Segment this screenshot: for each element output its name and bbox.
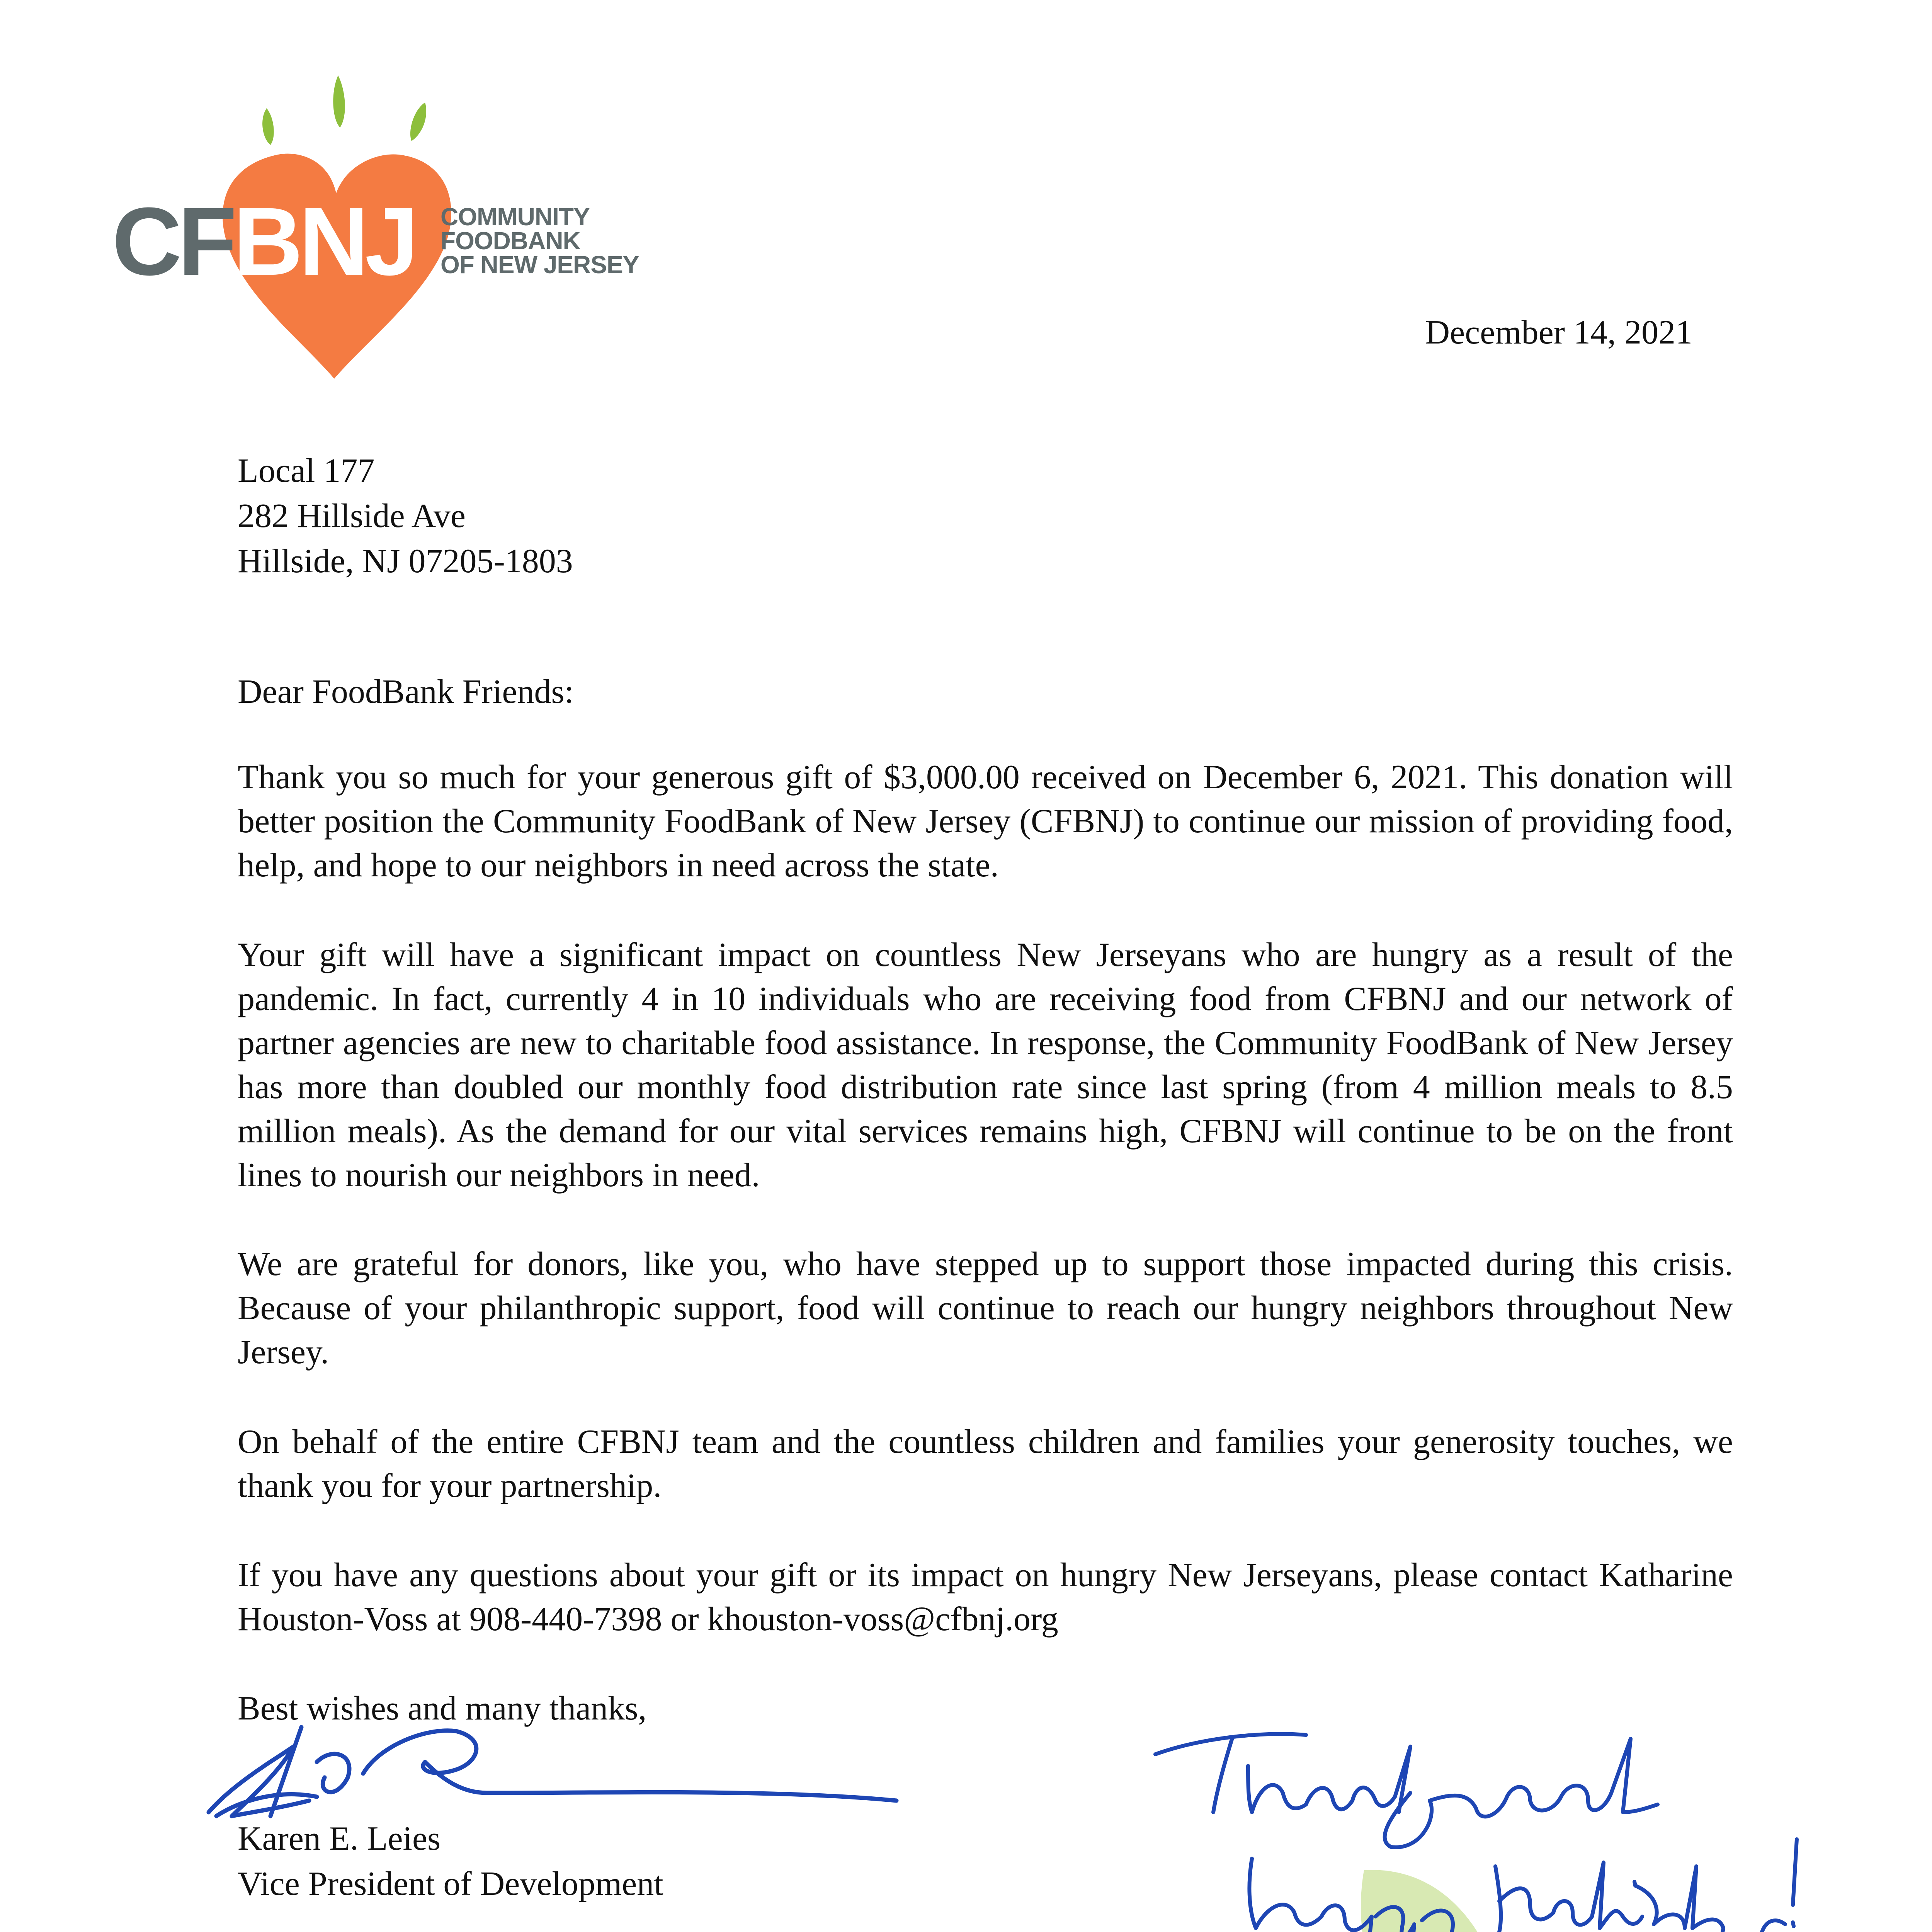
closing: Best wishes and many thanks, xyxy=(238,1690,647,1727)
signer-title: Vice President of Development xyxy=(238,1865,663,1903)
logo-abbreviation: CFBNJ xyxy=(112,187,415,295)
logo-line: COMMUNITY xyxy=(440,203,590,231)
body-paragraph: We are grateful for donors, like you, who have stepped up to support those impacted during this crisis. Because of your philanthropic support, food will continue to reach our hungry neighbors throughout New Jersey. xyxy=(238,1245,1733,1371)
body-paragraph: Thank you so much for your generous gift of $3,000.00 received on December 6, 2021. This donation will better position the Community FoodBank of New Jersey (CFBNJ) to continue our mission of providing food, help, and hope to our neighbors in need across the state. xyxy=(238,759,1733,884)
letter-date: December 14, 2021 xyxy=(1425,314,1692,351)
signer-name: Karen E. Leies xyxy=(238,1820,441,1857)
recipient-line: Local 177 xyxy=(238,452,375,490)
logo-line: OF NEW JERSEY xyxy=(440,251,639,279)
body-paragraph: Your gift will have a significant impact on countless New Jerseyans who are hungry as a result of the pandemic. In fact, currently 4 in 10 individuals who are receiving food from CFBNJ and our network of partner agencies are new to charitable food assistance. In response, the Community FoodBank of New Jersey has more than doubled our monthly food distribution rate since last spring (from 4 million meals to 8.5 million meals). As the demand for our vital services remains high, CFBNJ will continue to be on the front lines to nourish our neighbors in need. xyxy=(238,936,1733,1194)
recipient-line: Hillside, NJ 07205-1803 xyxy=(238,543,573,580)
body-paragraph: If you have any questions about your gift or its impact on hungry New Jerseyans, please contact Katharine Houston-Voss at 908-440-7398 or khouston-voss@cfbnj.org xyxy=(238,1556,1733,1638)
logo-line: FOODBANK xyxy=(440,227,580,255)
body-paragraph: On behalf of the entire CFBNJ team and the countless children and families your generosity touches, we thank you for your partnership. xyxy=(238,1423,1733,1505)
recipient-line: 282 Hillside Ave xyxy=(238,497,466,535)
salutation: Dear FoodBank Friends: xyxy=(238,673,574,711)
